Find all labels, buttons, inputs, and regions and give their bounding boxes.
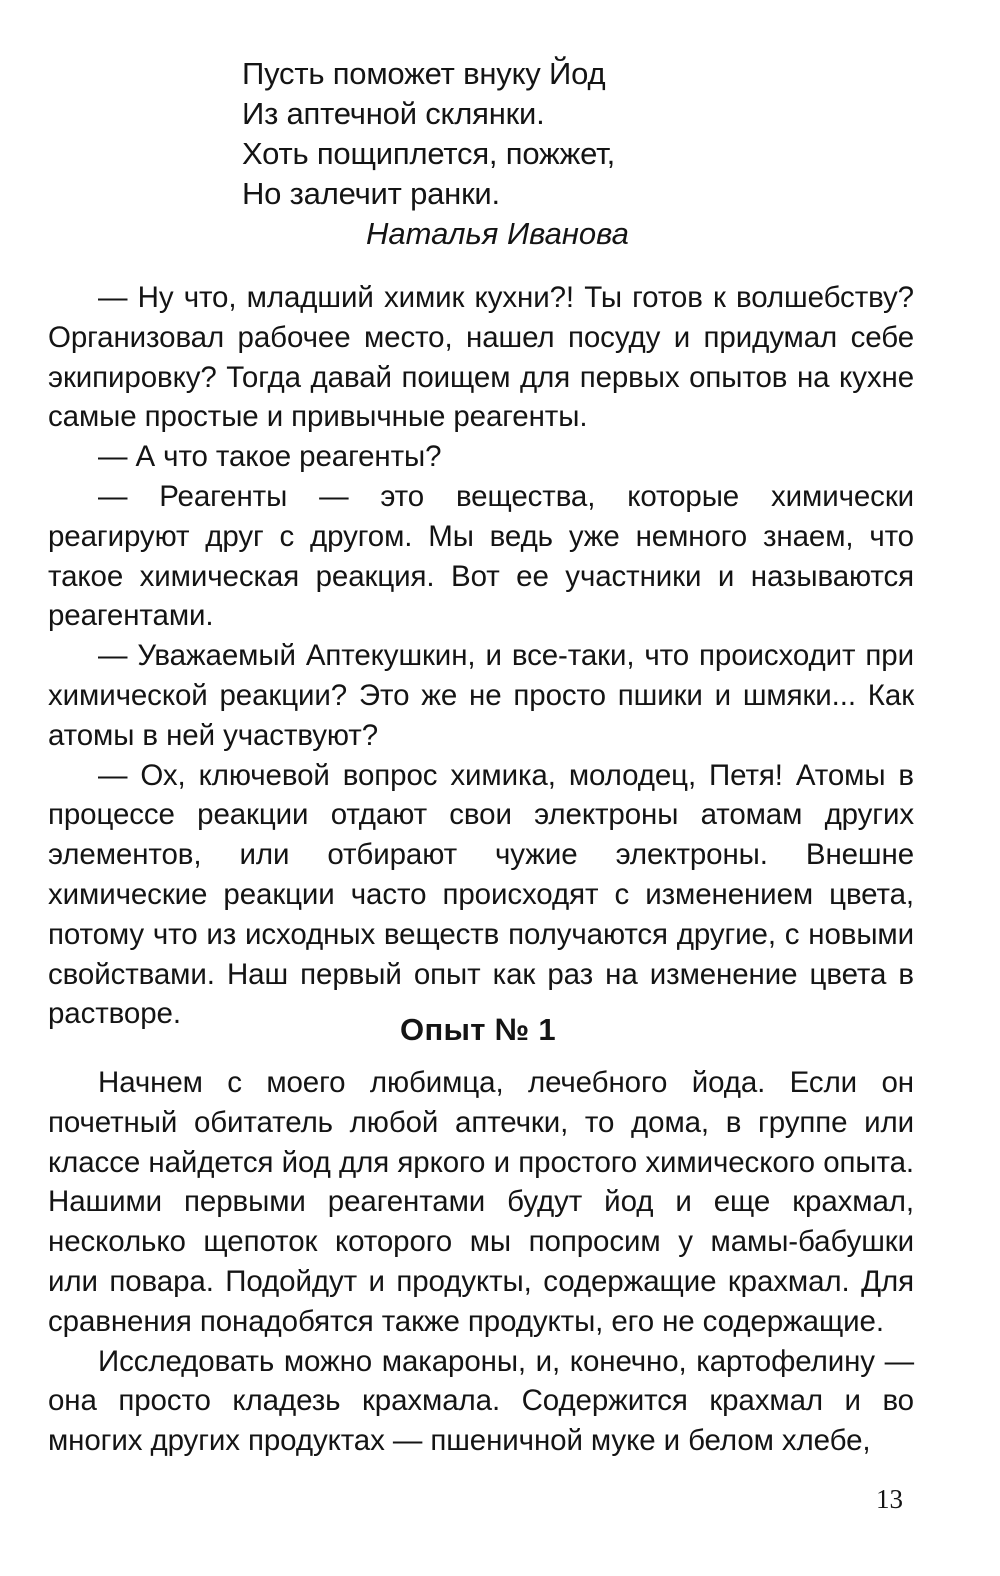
poem-author: Наталья Иванова [366,216,629,251]
dialogue-paragraph: — Уважаемый Аптекушкин, и все-таки, что происходит при химической реакции? Это же не просто пшики и шмяки... Как атомы в ней участвуют? [48,639,914,752]
epigraph-poem [242,54,762,214]
section-heading: Опыт № 1 [400,1012,556,1047]
section-paragraph: Исследовать можно макароны, и, конечно, картофелину — она просто кладезь крахмала. Содержится крахмал и во многих других продуктах — пшеничной муке и белом хлебе, [48,1344,914,1458]
dialogue-paragraph: — Реагенты — это вещества, которые химически реагируют друг с другом. Мы ведь уже немного знаем, что такое химическая реакция. Вот ее участники и называются реагентами. [48,479,914,633]
poem-line: Но залечит ранки. [242,176,500,211]
dialogue-paragraph: — Ну что, младший химик кухни?! Ты готов к волшебству? Организовал рабочее место, нашел посуду и придумал себе экипировку? Тогда давай поищем для первых опытов на кухне самые простые и привычные реагенты. [48,281,914,434]
dialogue-paragraph: — Ох, ключевой вопрос химика, молодец, Петя! Атомы в процессе реакции отдают свои электроны атомам других элементов, или отбирают чужие электроны. Внешне химические реакции часто происходят с изменением цвета, потому что из исходных веществ получаются другие, с новыми свойствами. Наш первый опыт как раз на изменение цвета в растворе. [48,758,914,1031]
poem-line: Хоть пощиплется, пожжет, [242,136,616,171]
poem-line: Пусть поможет внуку Йод [242,56,606,91]
dialogue-block [48,278,914,1034]
section-paragraph: Начнем с моего любимца, лечебного йода. Если он почетный обитатель любой аптечки, то дома, в группе или классе найдется йод для яркого и простого химического опыта. Нашими первыми реагентами будут йод и еще крахмал, несколько щепоток которого мы попросим у мамы-бабушки или повара. Подойдут и продукты, содержащие крахмал. Для сравнения понадобятся также продукты, его не содержащие. [48,1066,914,1338]
section-body [48,1063,914,1461]
page-number: 13 [876,1484,903,1514]
poem-line: Из аптечной склянки. [242,96,545,131]
dialogue-paragraph: — А что такое реагенты? [98,440,442,474]
